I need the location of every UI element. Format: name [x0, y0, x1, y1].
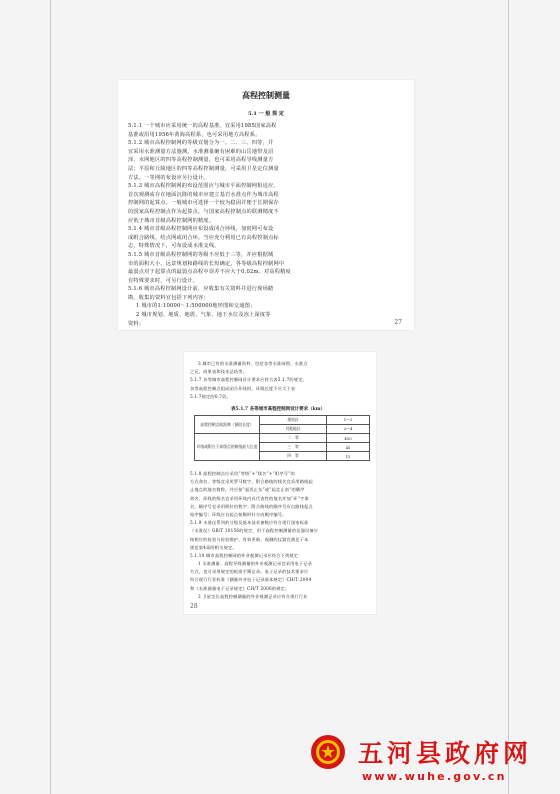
text-line: 1 水准测量、高程导线测量的外业观测记录宜采用电子记录 [198, 561, 313, 567]
text-line: 5.1.7 各等城市高程控制网设计要求应符合表5.1.7的规定， [190, 377, 307, 383]
text-line: 首次观测或存在地面沉降的城市应建立基岩水准点作为城市高程 [128, 191, 279, 198]
site-footer-logo[interactable] [310, 730, 550, 794]
table-cell: 四 等 [260, 452, 327, 461]
text-line: 始序编号；环线应自起点按顺时针方向顺序编号。 [190, 511, 287, 517]
text-line: 最弱点对于起算点的最弱点高程中误差不应大于0.02m。对高程精度 [128, 269, 291, 276]
text-line: 勘。收集的资料宜包括下列内容： [128, 294, 209, 301]
text-line: 5.1.9 水准仪系列的分级及基本技术参数应符合现行国家标准 [190, 520, 309, 526]
table-cell: 三 等 [260, 443, 327, 452]
page-right-border [508, 0, 509, 794]
text-line: 《水准仪》GB/T 10156的规定，用于高程控制测量的仪器设备应 [190, 528, 319, 534]
table-cell: 1～2 [327, 416, 370, 425]
scanned-page-28 [184, 352, 376, 614]
text-line: 2 城市规划、地质、地震、气象、地下水位及冻土深度等 [136, 312, 271, 319]
text-line: 方法。一等网的布设应另行设计。 [128, 174, 209, 181]
table-cell: 15 [327, 452, 370, 461]
site-name: 五河县政府网 [358, 739, 533, 768]
table-title: 表5.1.7 各等城市高程控制网设计要求（km） [231, 407, 325, 412]
page1-body-text [118, 122, 414, 328]
section-heading: 5.1 一 般 规 定 [248, 111, 284, 117]
page-number: 27 [394, 319, 402, 326]
text-line: 3 城市已有的水准测量资料，包括各等水准网图、水准点 [198, 361, 308, 366]
text-line: 控制网的起算点。一般城市可选择一个较为稳固并便于长期保存 [128, 200, 279, 207]
table-cell: 2～4 [327, 425, 370, 434]
text-line: 应低于城市首级高程控制网的精度。 [128, 217, 215, 224]
text-line: 各等高程控制点组成闭合环线时，环线长度不应大于表 [190, 385, 296, 391]
text-line: 志，特殊情况下，可布设成水准支线。 [128, 243, 220, 250]
table-cell: 其他地区 [260, 425, 327, 434]
table-row-group-label: 高程控制点间距离（测段长度） [195, 416, 260, 434]
text-line: 基准或沿用1956年黄海高程系，也可采用地方高程系。 [128, 131, 261, 138]
text-line: 5.1.6 城市高程控制网设计前，应收集有关资料并进行现场踏 [128, 286, 274, 293]
text-line: 按相应的检验与检验维护、有效更新、观测的仪器宜满足于本 [190, 536, 309, 542]
design-requirements-table [194, 415, 370, 461]
text-line: 5.1.7规定的0.7倍。 [190, 393, 231, 399]
text-line: 5.1.2 城市高程控制网的等级宜划分为一、二、三、四等，并 [128, 140, 274, 147]
text-line: 的国家高程控制点作为起算点。与国家高程控制点的联测精度不 [128, 208, 279, 215]
table-cell: 400 [327, 434, 370, 443]
scanned-page-27 [118, 80, 414, 330]
table-cell: 建筑区 [260, 416, 327, 425]
page-left-border [50, 0, 51, 794]
text-line: 5.1.1 一个城市应采用统一的高程基准。宜采用1985国家高程 [128, 123, 277, 129]
table-cell: 45 [327, 443, 370, 452]
text-line: 和《水准测量电子记录规定》CH/T 2006的规定。 [190, 585, 290, 591]
text-line: 泽、水网地区的四等高程控制测量，也可采用高程导线测量方 [128, 157, 274, 164]
text-line: 方式，也可采用规定的纸质手簿记录。电子记录的技术要求应 [190, 569, 309, 575]
text-line: 2 卫星定位高程控制测量的外业观测记录应符合现行行业 [198, 593, 308, 599]
text-line: 5.1.10 城市高程控制网的外业观测记录应符合下列规定： [190, 552, 303, 558]
national-emblem-icon [310, 734, 346, 770]
text-line: 方式命名，等级宜采用罗马数字，附合路线的线名宜采用路线起 [190, 479, 313, 485]
text-line: 市的面积大小、远景规划和路线的长短确定。各等级高程控制网中 [128, 260, 285, 267]
text-line: 成附合路线、结点网或闭合环。当应充分利用已有高程控制点标 [128, 234, 279, 241]
page-number: 28 [190, 603, 198, 610]
text-line: 5.1.5 城市首级高程控制网的等级不应低于三等，并应根据城 [128, 251, 274, 258]
text-line: 符合现行行业标准《测量外业电子记录基本规定》CH/T 2004 [190, 577, 312, 583]
text-line: 有特殊要求时，可另行设计。 [128, 277, 199, 284]
text-line: 之记、成果表和技术总结等。 [190, 369, 248, 375]
text-line: 5.1.3 城市高程控制网的布设范围应与城市平面控制网相适应。 [128, 183, 279, 190]
table-row-group-label: 环线或附合于高级点的路线最大长度 [195, 434, 260, 461]
text-line: 5.1.8 高程控制点应采用“等级”+“线名”+“町序号”的 [190, 471, 295, 476]
text-line: 规范第4章的相关规定。 [190, 544, 237, 550]
text-line: 资料； [128, 320, 145, 327]
text-line: 法；平原和丘陵地区的四等高程控制测量，可采用卫星定位测量 [128, 165, 279, 172]
text-line: 5.1.4 城市首级高程控制网应布设成闭合环线，加密网可布设 [128, 226, 274, 233]
text-line: 宜采用水准测量方法施测。水准测量确有困难的山岳地带及沼 [128, 148, 274, 155]
text-line: 命名；环线的线名宜采用环线内具代表性的地名并加“环”字命 [190, 495, 309, 501]
table-cell: 二 等 [260, 434, 327, 443]
text-line: 1 城市的1:10000～1:500000地形图和交通图； [136, 303, 256, 310]
text-line: 名，顺序号宜采用阿拉伯数字；附合路线的顺序号应自路线起点 [190, 503, 313, 509]
chapter-title: 高程控制测量 [242, 90, 290, 100]
page2-body-text-top [184, 360, 376, 401]
site-url[interactable]: www.wuhe.gov.cn [362, 770, 507, 783]
text-line: 止地点的地名简称，并应按“起西止东”或“起北止南”的顺序 [190, 487, 305, 493]
page2-body-text-bottom [184, 470, 376, 601]
